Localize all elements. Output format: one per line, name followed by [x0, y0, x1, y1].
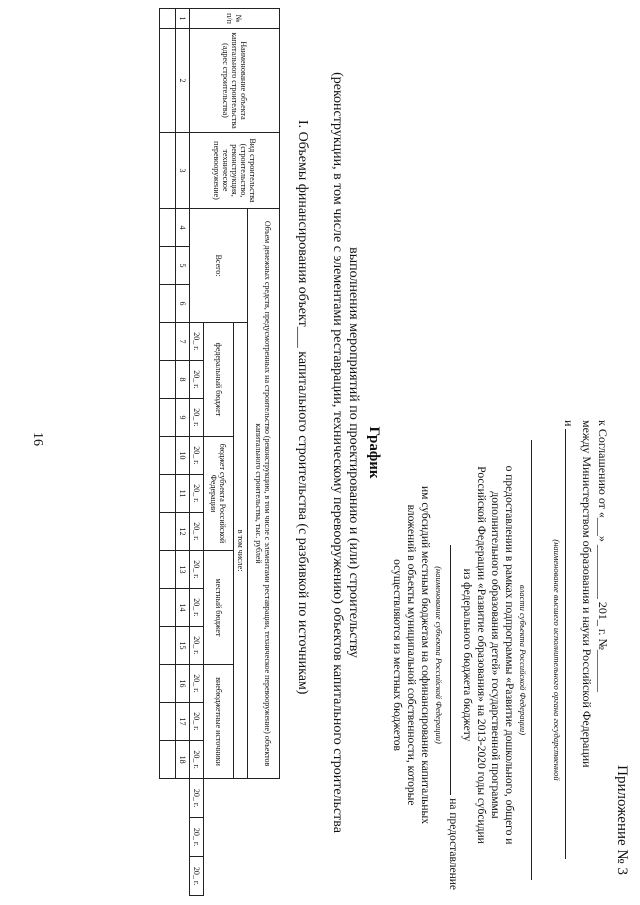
column-number-cell: 2 — [176, 29, 190, 133]
agreement-line-1: к Соглашению от «___» _________ 201_ г. №_______ — [596, 420, 610, 692]
header-including: в том числе: — [234, 323, 248, 779]
column-number-cell: 5 — [176, 247, 190, 285]
column-number-cell: 1 — [176, 9, 190, 29]
header-total: Всего: — [190, 209, 248, 323]
column-number-cell: 12 — [176, 513, 190, 551]
table-cell — [160, 513, 176, 551]
column-number-cell: 14 — [176, 589, 190, 627]
table-cell — [160, 323, 176, 361]
appendix-label: Приложение № 3 — [614, 765, 630, 875]
column-number-row — [176, 9, 190, 896]
year-cell: 20_ г. — [190, 361, 204, 399]
table-cell — [160, 665, 176, 703]
year-cell: 20_ г. — [190, 399, 204, 437]
schedule-title: График — [366, 426, 382, 479]
year-cell: 20_ г. — [190, 475, 204, 513]
table-cell — [160, 703, 176, 741]
column-number-cell: 18 — [176, 741, 190, 779]
column-number-cell: 9 — [176, 399, 190, 437]
column-number-cell: 16 — [176, 665, 190, 703]
header-construction-type: Вид строительства (строительство, реконструкция, техническое перевооружение) — [190, 133, 280, 209]
table-cell — [160, 9, 176, 29]
provision-line-8: осуществляются из местных бюджетов — [391, 559, 403, 751]
provision-line-1: о предоставлении в рамках подпрограммы «Развитие дошкольного, общего и — [503, 465, 515, 845]
schedule-subtitle-1: выполнения мероприятий по проектированию и (или) строительству — [346, 247, 361, 658]
year-cell: 20_ г. — [190, 818, 204, 857]
section-title: I. Объемы финансирования объект___ капитального строительства (с разбивкой по источникам) — [295, 120, 310, 695]
year-cell: 20_ г. — [190, 665, 204, 703]
column-number-cell: 11 — [176, 475, 190, 513]
schedule-subtitle-2: (реконструкции, в том числе с элементами реставрации, техническому перевооружению) объектов капитального строительства — [330, 72, 345, 833]
subject-note: (наименование субъекта Российской Федерации) — [434, 566, 444, 744]
header-subject-budget: бюджет субъекта Российской Федерации — [204, 437, 234, 551]
table-cell — [160, 589, 176, 627]
year-cell: 20_ г. — [190, 589, 204, 627]
table-cell — [160, 29, 176, 133]
table-cell — [160, 475, 176, 513]
year-cell: 20_ г. — [190, 551, 204, 589]
provision-line-4: из федерального бюджета бюджету — [461, 568, 473, 742]
table-cell — [160, 551, 176, 589]
table-cell — [160, 399, 176, 437]
agreement-line-2: между Министерством образования и науки Российской Федерации — [580, 420, 594, 768]
table-cell — [160, 247, 176, 285]
year-cell: 20_ г. — [190, 513, 204, 551]
column-number-cell: 13 — [176, 551, 190, 589]
table-cell — [160, 209, 176, 247]
header-number: № п/п — [190, 9, 280, 29]
column-number-cell: 4 — [176, 209, 190, 247]
authority-line — [531, 440, 532, 880]
authority-blank — [565, 429, 566, 859]
table-cell — [160, 741, 176, 779]
header-federal: федеральный бюджет — [204, 323, 234, 437]
authority-note-2: власти субъекта Российской Федерации) — [518, 584, 528, 736]
header-extra-budgetary: внебюджетные источники — [204, 665, 234, 779]
schedule-heading — [329, 20, 382, 885]
table-cell — [160, 133, 176, 209]
agreement-and: и — [562, 420, 576, 427]
subject-blank — [450, 545, 451, 795]
authority-note: (наименование высшего исполнительного органа государственной — [552, 539, 562, 781]
page-number: 16 — [30, 432, 45, 446]
header-object-name: Наименование объекта капитального строительства (адрес строительства) — [190, 29, 280, 133]
year-cell: 20_ г. — [190, 779, 204, 818]
table-cell — [160, 437, 176, 475]
table-cell — [160, 627, 176, 665]
year-cell: 20_ г. — [190, 741, 204, 779]
column-number-cell: 17 — [176, 703, 190, 741]
column-number-cell: 3 — [176, 133, 190, 209]
provision-line-3: Российской Федерации «Развитие образования» на 2013-2020 годы субсидии — [475, 466, 487, 844]
provision-line-5-text: на предоставление — [447, 798, 459, 890]
column-number-cell: 7 — [176, 323, 190, 361]
provision-line-7: вложений в объекты муниципальной собственности, которые — [405, 504, 417, 806]
column-number-cell: 6 — [176, 285, 190, 323]
agreement-line-3 — [561, 420, 576, 859]
year-cell: 20_ г. — [190, 437, 204, 475]
column-number-cell: 10 — [176, 437, 190, 475]
year-cell: 20_ г. — [190, 703, 204, 741]
provision-line-2: дополнительного образования детей» государственной программы — [489, 491, 501, 819]
header-local-budget: местный бюджет — [204, 551, 234, 665]
column-number-cell: 8 — [176, 361, 190, 399]
column-number-cell: 15 — [176, 627, 190, 665]
header-funds: Объем денежных средств, предусмотренных на строительство (реконструкцию, в том числе с элементами реставрации, техническое перевооружение) объектов капитального строительства, тыс. рублей — [248, 209, 280, 779]
table-row — [160, 9, 176, 896]
year-cell: 20_ г. — [190, 857, 204, 896]
table-cell — [160, 285, 176, 323]
table-cell — [160, 361, 176, 399]
financing-table — [159, 8, 280, 896]
year-cell: 20_ г. — [190, 627, 204, 665]
provision-line-5 — [446, 420, 460, 890]
year-cell: 20_ г. — [190, 323, 204, 361]
provision-text — [390, 420, 516, 890]
provision-line-6: им субсидий местным бюджетам на софинансирование капитальных — [419, 486, 431, 824]
